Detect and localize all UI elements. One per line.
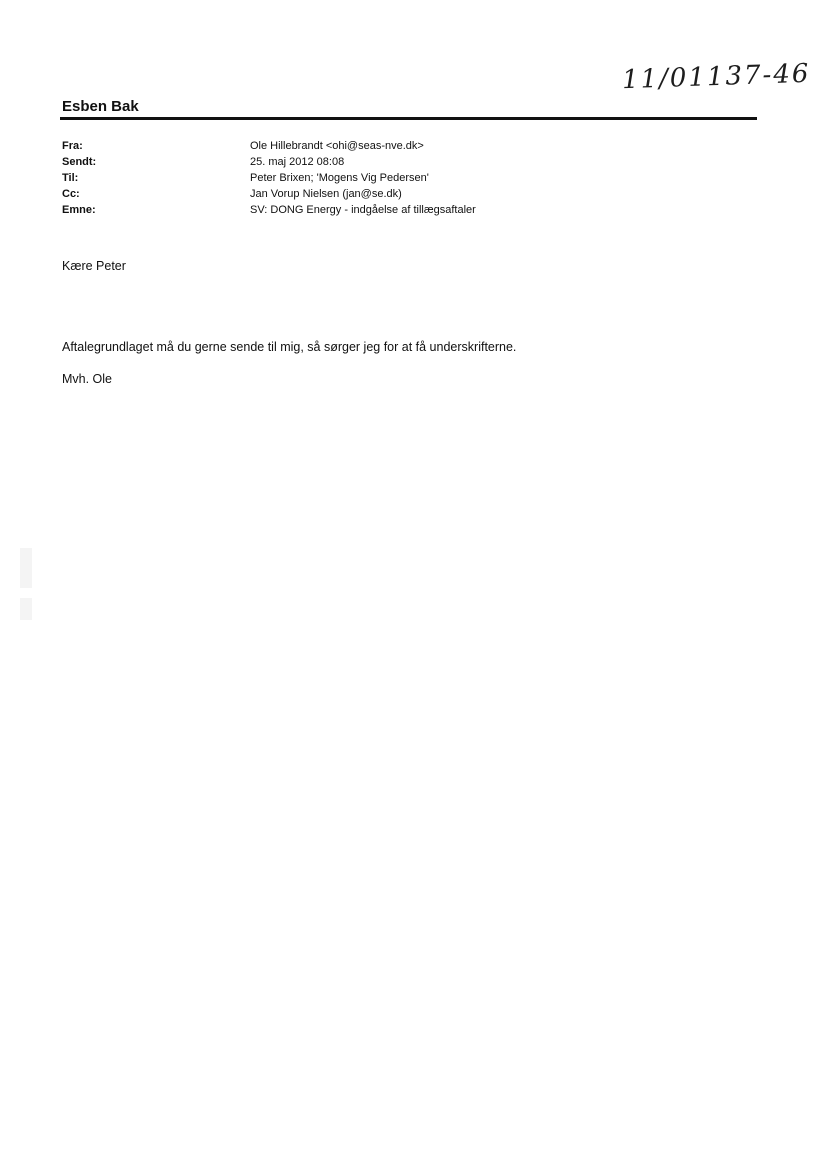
- header-value-from: Ole Hillebrandt <ohi@seas-nve.dk>: [250, 140, 424, 152]
- message-body: Aftalegrundlaget må du gerne sende til mig, så sørger jeg for at få underskrifterne.: [62, 340, 517, 354]
- header-row-subject: [62, 202, 476, 218]
- header-row-sent: [62, 154, 476, 170]
- email-headers: [62, 138, 476, 218]
- header-value-subject: SV: DONG Energy - indgåelse af tillægsaftaler: [250, 204, 476, 216]
- header-value-to: Peter Brixen; 'Mogens Vig Pedersen': [250, 172, 429, 184]
- header-value-sent: 25. maj 2012 08:08: [250, 156, 345, 168]
- handwritten-case-number: 11/01137-46: [621, 58, 811, 96]
- scan-artifact: [20, 548, 32, 588]
- header-label-from: Fra:: [62, 140, 83, 152]
- header-row-cc: [62, 186, 476, 202]
- header-row-from: [62, 138, 476, 154]
- header-label-sent: Sendt:: [62, 156, 97, 168]
- header-value-cc: Jan Vorup Nielsen (jan@se.dk): [250, 188, 402, 200]
- mailbox-owner: Esben Bak: [62, 98, 139, 115]
- header-divider: [60, 117, 757, 120]
- scan-artifact: [20, 598, 32, 620]
- header-row-to: [62, 170, 476, 186]
- message-greeting: Kære Peter: [62, 259, 126, 273]
- header-label-to: Til:: [62, 172, 79, 184]
- message-signoff: Mvh. Ole: [62, 372, 113, 386]
- header-label-subject: Emne:: [62, 204, 96, 216]
- header-label-cc: Cc:: [62, 188, 80, 200]
